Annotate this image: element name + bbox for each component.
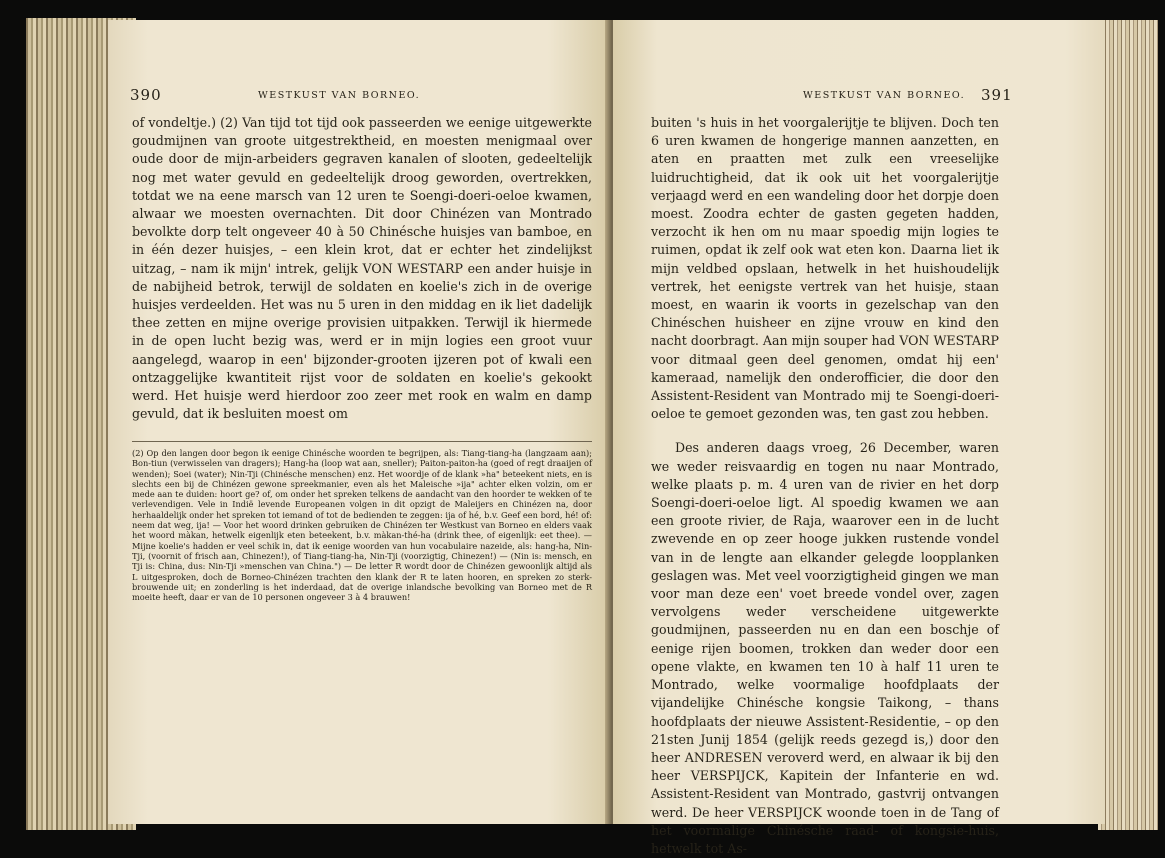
running-head-right: WESTKUST VAN BORNEO. (803, 90, 966, 101)
page-edges-right (1098, 20, 1158, 830)
open-book (8, 6, 1158, 856)
page-number-right: 391 (981, 86, 1013, 104)
right-body-text (651, 114, 999, 858)
paragraph: of vondeltje.) (2) Van tijd tot tijd ook passeerden we eenige uitgewerkte goudmijnen van groote uitgestrektheid, en moesten menigmaal over oude door de mijn-arbeiders gegraven kanalen of slooten, gedeeltelijk nog met water gevuld en gedeeltelijk droog geworden, overtrekken, totdat we na eene marsch van 12 uren te Soengi-doeri-oeloe kwamen, alwaar we moesten overnachten. Dit door Chinézen van Montrado bevolkte dorp telt ongeveer 40 à 50 Chinésche huisjes van bamboe, en in één dezer huisjes, – een klein krot, dat er echter het zindelijkst uitzag, – nam ik mijn' intrek, gelijk VON WESTARP een ander huisje in de nabijheid betrok, terwijl de soldaten en koelie's zich in de overige huisjes verdeelden. Het was nu 5 uren in den middag en ik liet dadelijk thee zetten en mijne overige provisien uitpakken. Terwijl ik hiermede in de open lucht bezig was, werd er in mijn logies een groot vuur aangelegd, waarop in een' bijzonder-grooten ijzeren pot of kwali een ontzaggelijke kwantiteit rijst voor de soldaten en koelie's gekookt werd. Het huisje werd hierdoor zoo zeer met rook en walm en damp gevuld, dat ik besluiten moest om (132, 115, 592, 422)
paragraph: buiten 's huis in het voorgalerijtje te blijven. Doch ten 6 uren kwamen de hongerige mannen aanzetten, en aten en praatten met zulk een vreeselijke luidruchtigheid, dat ik ook uit het voorgalerijtje verjaagd werd en een wandeling door het dorpje doen moest. Zoodra echter de gasten gegeten hadden, verzocht ik hen om nu maar spoedig mijn logies te ruimen, opdat ik zelf ook wat eten kon. Daarna liet ik mijn veldbed opslaan, hetwelk in het huishoudelijk vertrek, het eenigste vertrek van het huisje, staan moest, en waarin ik voorts in gezelschap van den Chinéschen huisheer en zijne vrouw en kind den nacht doorbragt. Aan mijn souper had VON WESTARP voor ditmaal geen deel genomen, omdat hij een' kameraad, namelijk den onderofficier, die door den Assistent-Resident van Montrado mij te Soengi-doeri-oeloe te gemoet gezonden was, ten gast zou hebben. (651, 115, 999, 422)
right-page (613, 20, 1105, 856)
left-page (108, 20, 608, 824)
footnote-text: (2) Op den langen door begon ik eenige Chinésche woorden te begrijpen, als: Tiang-tiang-ha (langzaam aan); Bon-tiun (verwisselen van dragers); Hang-ha (loop wat aan, sneller); Paiton-paiton-ha (goed of regt draaijen of wenden); Soei (water); Nin-Tji (Chinésche menschen) enz. Het woordje of de klank »ha" beteekent niets, en is slechts een bij de Chinézen gewone spreekmanier, even als het Maleische »ija" achter elken volzin, om er mede aan te duiden: hoort ge? of, om onder het spreken telkens de aandacht van den hoorder te wekken of te verlevendigen. Vele in Indië levende Europeanen volgen in dit opzigt de Maleijers en Chinézen na, door herhaaldelijk onder het spreken tot iemand of tot de bedienden te zeggen: ija of hé, b.v. Geef een bord, hé! of: neem dat weg, ija! — Voor het woord drinken gebruiken de Chinézen ter Westkust van Borneo en elders vaak het woord màkan, hetwelk eigenlijk eten beteekent, b.v. màkan-thé-ha (drink thee, of eigenlijk: eet thee). — Mijne koelie's hadden er veel schik in, dat ik eenige woorden van hun vocabulaire nazeide, als: hang-ha, Nin-Tji, (voornit of frisch aan, Chinezen!), of Tiang-tiang-ha, Nin-Tji (voorzigtig, Chinezen!) — (Nin is: mensch, en Tji is: China, dus: Nin-Tji »menschen van China.") — De letter R wordt door de Chinézen gewoonlijk altijd als L uitgesproken, doch de Borneo-Chinézen trachten den klank der R te laten hooren, en spreken zo sterk-brouwende uit; en zonderling is het inderdaad, dat de overige inlandsche bevolking van Borneo met de R moeite heeft, daar er van de 10 personen ongeveer 3 à 4 brauwen! (132, 448, 592, 603)
left-body-text (132, 114, 592, 423)
footnote (132, 448, 592, 602)
page-number-left: 390 (130, 86, 162, 104)
footnote-rule (132, 441, 592, 442)
paragraph: Des anderen daags vroeg, 26 December, waren we weder reisvaardig en togen nu naar Montrado, welke plaats p. m. 4 uren van de rivier en het dorp Soengi-doeri-oeloe ligt. Al spoedig kwamen we aan een groote rivier, de Raja, waarover een in de lucht zwevende en op zeer hooge jukken rustende vondel van in de lengte aan elkander gelegde loopplanken geslagen was. Met veel voorzigtigheid gingen we man voor man deze een' voet breede vondel over, zagen vervolgens weder verscheidene uitgewerkte goudmijnen, passeerden nu en dan een boschje of eenige rijen boomen, trokken dan weder door een opene vlakte, en kwamen ten 10 à half 11 uren te Montrado, welke voormalige hoofdplaats der vijandelijke Chinésche kongsie Taikong, – thans hoofdplaats der nieuwe Assistent-Residentie, – op den 21sten Junij 1854 (gelijk reeds gezegd is,) door den heer ANDRESEN veroverd werd, en alwaar ik bij den heer VERSPIJCK, Kapitein der Infanterie en wd. Assistent-Resident van Montrado, gastvrij ontvangen werd. De heer VERSPIJCK woonde toen in de Tang of het voormalige Chinésche raad- of kongsie-huis, hetwelk tot As- (651, 440, 999, 856)
running-head-left: WESTKUST VAN BORNEO. (258, 90, 421, 101)
